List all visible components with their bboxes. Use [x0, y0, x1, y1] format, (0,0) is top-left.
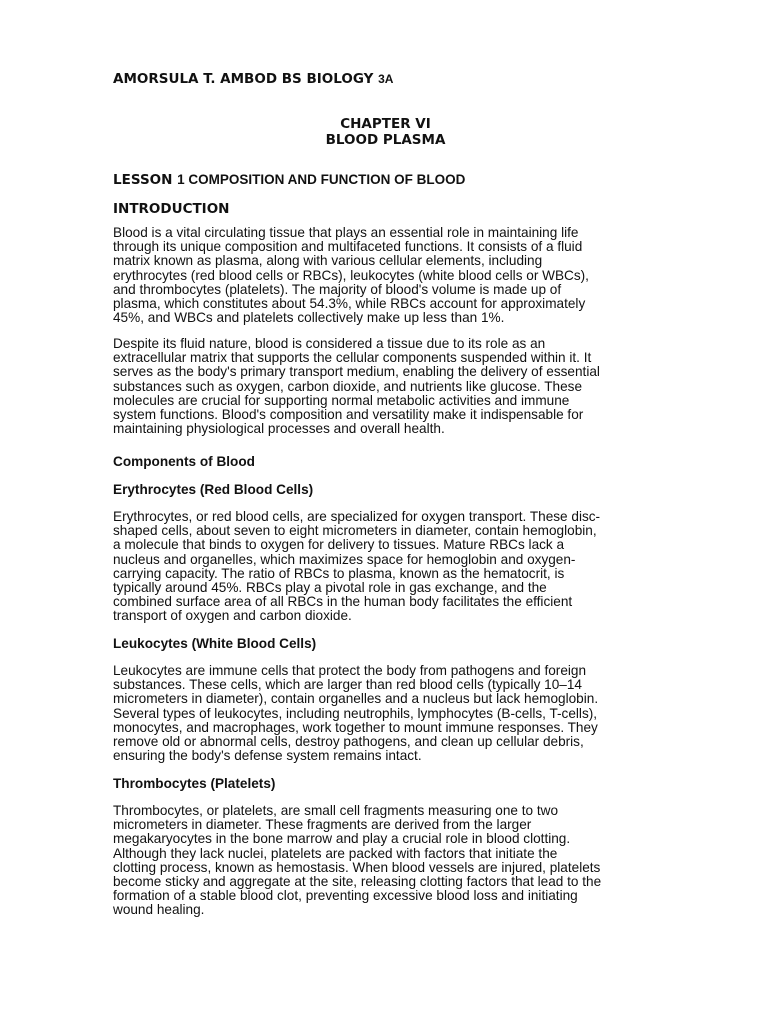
chapter-number: CHAPTER VI	[340, 116, 431, 132]
text-line: matrix known as plasma, along with various cellular elements, including	[113, 253, 543, 269]
text-line: Although they lack nuclei, platelets are packed with factors that initiate the	[113, 845, 558, 861]
lesson-name: 1 COMPOSITION AND FUNCTION OF BLOOD	[177, 172, 466, 187]
intro-paragraph-2	[113, 337, 658, 436]
text-line: combined surface area of all RBCs in the human body facilitates the efficient	[113, 594, 573, 610]
text-line: wound healing.	[113, 902, 205, 918]
introduction-heading: INTRODUCTION	[113, 201, 230, 217]
text-line: serves as the body's primary transport medium, enabling the delivery of essential	[113, 364, 600, 380]
text-line: extracellular matrix that supports the cellular components suspended within it. It	[113, 350, 592, 366]
text-line: Leukocytes are immune cells that protect the body from pathogens and foreign	[113, 663, 587, 678]
leukocytes-paragraph	[113, 664, 658, 763]
text-line: Erythrocytes, or red blood cells, are specialized for oxygen transport. These disc-	[113, 509, 601, 524]
text-line: micrometers in diameter), contain organelles and a nucleus but lack hemoglobin.	[113, 691, 599, 707]
text-line: megakaryocytes in the bone marrow and play a crucial role in blood clotting.	[113, 831, 571, 847]
text-line: transport of oxygen and carbon dioxide.	[113, 608, 352, 624]
text-line: plasma, which constitutes about 54.3%, while RBCs account for approximately	[113, 296, 586, 312]
text-line: shaped cells, about seven to eight micrometers in diameter, contain hemoglobin,	[113, 523, 597, 539]
text-line: remove old or abnormal cells, destroy pathogens, and clean up cellular debris,	[113, 734, 584, 750]
text-line: a molecule that binds to oxygen for delivery to tissues. Mature RBCs lack a	[113, 537, 565, 553]
text-line: 45%, and WBCs and platelets collectively make up less than 1%.	[113, 310, 505, 326]
text-line: substances such as oxygen, carbon dioxide, and nutrients like glucose. These	[113, 378, 583, 394]
text-line: and thrombocytes (platelets). The majority of blood's volume is made up of	[113, 281, 562, 297]
text-line: erythrocytes (red blood cells or RBCs), leukocytes (white blood cells or WBCs),	[113, 267, 589, 283]
text-line: ensuring the body's defense system remains intact.	[113, 748, 422, 764]
components-heading: Components of Blood	[113, 454, 255, 469]
text-line: maintaining physiological processes and overall health.	[113, 421, 445, 437]
thrombocytes-heading: Thrombocytes (Platelets)	[113, 776, 276, 791]
text-line: become sticky and aggregate at the site, releasing clotting factors that lead to the	[113, 874, 602, 890]
text-line: carrying capacity. The ratio of RBCs to plasma, known as the hematocrit, is	[113, 565, 565, 581]
text-line: molecules are crucial for supporting normal metabolic activities and immune	[113, 392, 570, 408]
chapter-title	[113, 116, 658, 148]
text-line: Thrombocytes, or platelets, are small cell fragments measuring one to two	[113, 803, 559, 818]
text-line: nucleus and organelles, which maximizes space for hemoglobin and oxygen-	[113, 551, 576, 567]
text-line: typically around 45%. RBCs play a pivotal role in gas exchange, and the	[113, 580, 547, 596]
text-line: substances. These cells, which are larger than red blood cells (typically 10–14	[113, 677, 582, 693]
erythrocytes-heading: Erythrocytes (Red Blood Cells)	[113, 482, 314, 497]
text-line: clotting process, known as hemostasis. When blood vessels are injured, platelets	[113, 859, 601, 875]
author-section: 3A	[378, 72, 394, 86]
lesson-title	[113, 172, 465, 188]
text-line: through its unique composition and multifaceted functions. It consists of a fluid	[113, 239, 583, 255]
text-line: monocytes, and macrophages, work together to mount immune responses. They	[113, 719, 598, 735]
author-line	[113, 71, 393, 87]
lesson-prefix: LESSON	[113, 172, 173, 188]
chapter-name: BLOOD PLASMA	[325, 132, 446, 148]
text-line: Despite its fluid nature, blood is considered a tissue due to its role as an	[113, 336, 546, 351]
text-line: Blood is a vital circulating tissue that plays an essential role in maintaining life	[113, 225, 579, 240]
text-line: system functions. Blood's composition and versatility make it indispensable for	[113, 407, 584, 423]
text-line: formation of a stable blood clot, preventing excessive blood loss and initiating	[113, 888, 578, 904]
erythrocytes-paragraph	[113, 510, 658, 624]
leukocytes-heading: Leukocytes (White Blood Cells)	[113, 636, 317, 651]
text-line: Several types of leukocytes, including neutrophils, lymphocytes (B-cells, T-cells),	[113, 705, 598, 721]
author-name: AMORSULA T. AMBOD BS BIOLOGY	[113, 71, 374, 87]
intro-paragraph-1	[113, 226, 658, 325]
thrombocytes-paragraph	[113, 804, 658, 918]
text-line: micrometers in diameter. These fragments are derived from the larger	[113, 817, 532, 833]
